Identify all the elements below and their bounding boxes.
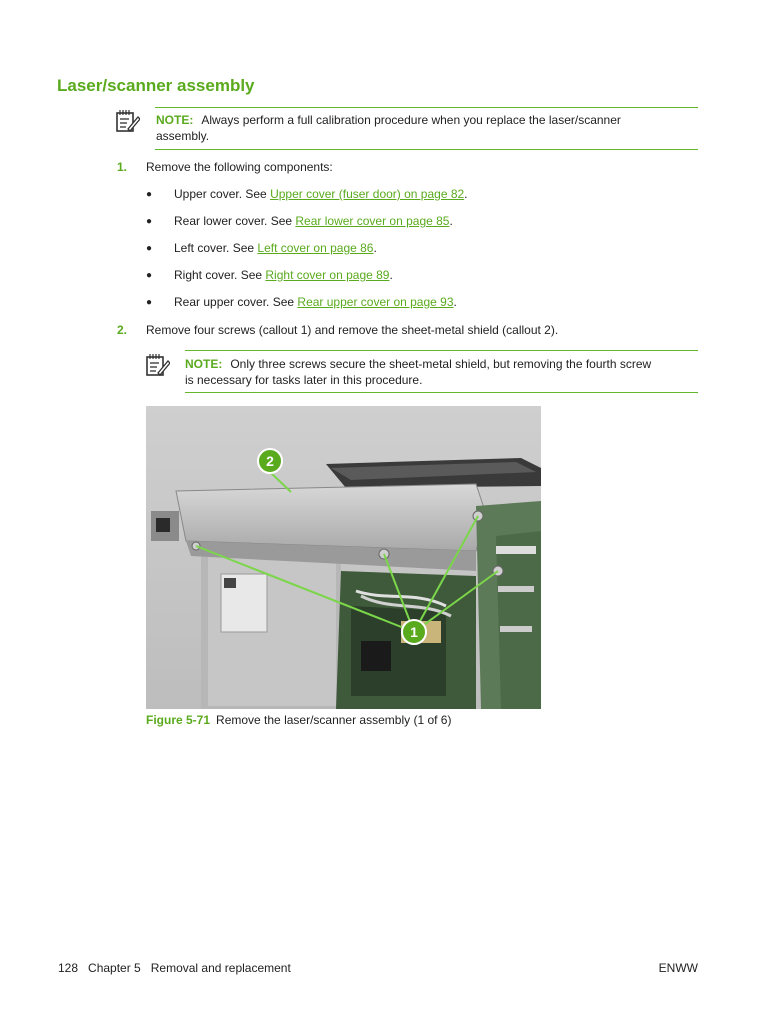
callout-2-label: 2: [266, 453, 274, 469]
list-item: [174, 187, 468, 201]
step-number: 2.: [117, 323, 128, 337]
note-pencil-icon: [144, 352, 170, 378]
xref-link-right-cover[interactable]: Right cover on page 89: [265, 268, 390, 282]
callout-1-badge: [402, 620, 426, 644]
list-item: [174, 241, 377, 255]
chapter-title: Removal and replacement: [150, 961, 291, 975]
list-item-suffix: .: [453, 295, 457, 309]
list-item-text: Left cover. See: [174, 241, 258, 255]
list-item-text: Right cover. See: [174, 268, 266, 282]
note-bottom-rule: [185, 392, 698, 393]
list-item: [174, 214, 453, 228]
list-item-suffix: .: [389, 268, 393, 282]
note-body: [156, 112, 621, 144]
bullet-dot: ●: [146, 216, 153, 227]
bullet-dot: ●: [146, 270, 153, 281]
list-item-text: Upper cover. See: [174, 187, 271, 201]
footer-left: [58, 961, 301, 975]
step-text: Remove the following components:: [146, 160, 333, 174]
bullet-dot: ●: [146, 243, 153, 254]
note-text-line1: Only three screws secure the sheet-metal shield, but removing the fourth screw: [230, 357, 652, 371]
note-top-rule: [155, 107, 698, 108]
bullet-dot: ●: [146, 297, 153, 308]
xref-link-rear-upper-cover[interactable]: Rear upper cover on page 93: [297, 295, 454, 309]
xref-link-rear-lower-cover[interactable]: Rear lower cover on page 85: [295, 214, 450, 228]
page-number: 128: [58, 961, 79, 975]
note-pencil-icon: [114, 108, 140, 134]
xref-link-upper-cover[interactable]: Upper cover (fuser door) on page 82: [270, 187, 465, 201]
list-item-text: Rear upper cover. See: [174, 295, 298, 309]
note-body: [185, 356, 651, 388]
figure-caption-text: Remove the laser/scanner assembly (1 of 6): [216, 713, 452, 727]
figure-photo: [146, 406, 541, 709]
callout-1-label: 1: [410, 624, 418, 640]
chapter-label: Chapter 5: [88, 961, 141, 975]
list-item-suffix: .: [464, 187, 468, 201]
note-bottom-rule: [155, 149, 698, 150]
list-item: [174, 268, 393, 282]
printer-photo-illustration: [146, 406, 541, 709]
step-text: Remove four screws (callout 1) and remove the sheet-metal shield (callout 2).: [146, 323, 559, 337]
note-label: NOTE:: [156, 113, 194, 127]
list-item-suffix: .: [373, 241, 377, 255]
note-top-rule: [185, 350, 698, 351]
list-item-text: Rear lower cover. See: [174, 214, 296, 228]
bullet-dot: ●: [146, 189, 153, 200]
note-label: NOTE:: [185, 357, 223, 371]
section-title: Laser/scanner assembly: [57, 76, 255, 95]
callout-2-badge: [258, 449, 282, 473]
footer-right: ENWW: [658, 961, 698, 975]
note-text-line2: is necessary for tasks later in this procedure.: [185, 373, 423, 387]
figure-caption: [146, 713, 451, 727]
list-item: [174, 295, 457, 309]
step-number: 1.: [117, 160, 128, 174]
note-text-line2: assembly.: [156, 129, 210, 143]
list-item-suffix: .: [449, 214, 453, 228]
figure-label: Figure 5-71: [146, 713, 211, 727]
note-text-line1: Always perform a full calibration procedure when you replace the laser/scanner: [201, 113, 621, 127]
xref-link-left-cover[interactable]: Left cover on page 86: [257, 241, 374, 255]
